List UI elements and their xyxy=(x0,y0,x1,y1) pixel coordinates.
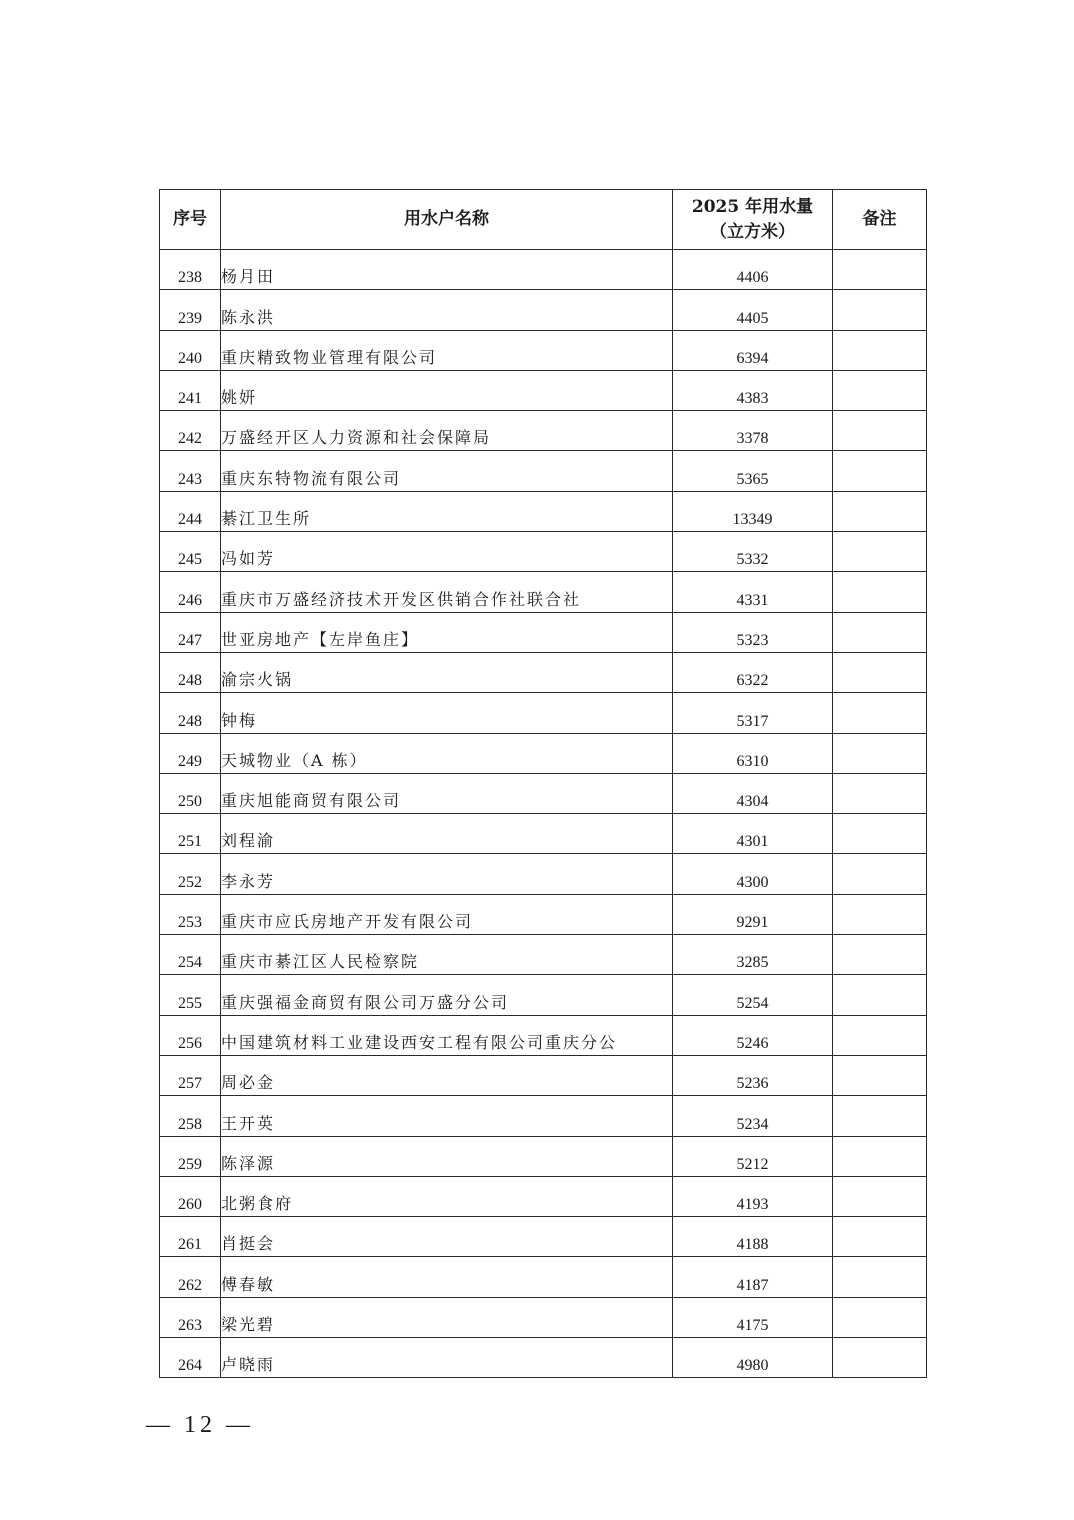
row-remarks xyxy=(833,1176,927,1216)
row-water-volume: 4980 xyxy=(673,1338,833,1378)
table-row xyxy=(160,652,927,692)
table-row xyxy=(160,733,927,773)
row-remarks xyxy=(833,693,927,733)
header-remarks: 备注 xyxy=(833,190,927,250)
row-serial-number: 242 xyxy=(160,411,221,451)
row-remarks xyxy=(833,612,927,652)
row-user-name: 重庆市綦江区人民检察院 xyxy=(221,935,673,975)
row-user-name: 陈泽源 xyxy=(221,1136,673,1176)
row-remarks xyxy=(833,1338,927,1378)
row-serial-number: 245 xyxy=(160,532,221,572)
row-remarks xyxy=(833,894,927,934)
row-user-name: 重庆旭能商贸有限公司 xyxy=(221,773,673,813)
row-remarks xyxy=(833,572,927,612)
row-remarks xyxy=(833,451,927,491)
row-user-name: 王开英 xyxy=(221,1096,673,1136)
row-serial-number: 253 xyxy=(160,894,221,934)
table-row xyxy=(160,330,927,370)
row-water-volume: 5212 xyxy=(673,1136,833,1176)
row-serial-number: 258 xyxy=(160,1096,221,1136)
table-row xyxy=(160,693,927,733)
table-header-row xyxy=(160,190,927,250)
table-row xyxy=(160,1096,927,1136)
row-user-name: 渝宗火锅 xyxy=(221,652,673,692)
table-row xyxy=(160,250,927,290)
row-serial-number: 254 xyxy=(160,935,221,975)
row-water-volume: 5317 xyxy=(673,693,833,733)
row-water-volume: 6394 xyxy=(673,330,833,370)
row-serial-number: 251 xyxy=(160,814,221,854)
row-user-name: 北粥食府 xyxy=(221,1176,673,1216)
row-remarks xyxy=(833,1055,927,1095)
header-water-volume xyxy=(673,190,833,250)
row-water-volume: 5234 xyxy=(673,1096,833,1136)
row-serial-number: 255 xyxy=(160,975,221,1015)
row-serial-number: 240 xyxy=(160,330,221,370)
row-serial-number: 250 xyxy=(160,773,221,813)
row-serial-number: 248 xyxy=(160,652,221,692)
row-user-name: 姚妍 xyxy=(221,370,673,410)
row-serial-number: 252 xyxy=(160,854,221,894)
row-user-name: 中国建筑材料工业建设西安工程有限公司重庆分公 xyxy=(221,1015,673,1055)
table-row xyxy=(160,491,927,531)
row-water-volume: 4383 xyxy=(673,370,833,410)
table-row xyxy=(160,572,927,612)
row-water-volume: 6310 xyxy=(673,733,833,773)
row-user-name: 刘程渝 xyxy=(221,814,673,854)
row-serial-number: 264 xyxy=(160,1338,221,1378)
row-user-name: 冯如芳 xyxy=(221,532,673,572)
row-user-name: 陈永洪 xyxy=(221,290,673,330)
row-remarks xyxy=(833,733,927,773)
row-remarks xyxy=(833,330,927,370)
row-water-volume: 3378 xyxy=(673,411,833,451)
row-water-volume: 13349 xyxy=(673,491,833,531)
row-user-name: 天城物业（A 栋） xyxy=(221,733,673,773)
row-water-volume: 5323 xyxy=(673,612,833,652)
page-number: — 12 — xyxy=(146,1412,254,1438)
row-remarks xyxy=(833,1257,927,1297)
row-serial-number: 244 xyxy=(160,491,221,531)
row-user-name: 重庆市应氏房地产开发有限公司 xyxy=(221,894,673,934)
row-serial-number: 247 xyxy=(160,612,221,652)
row-user-name: 重庆精致物业管理有限公司 xyxy=(221,330,673,370)
table-row xyxy=(160,1217,927,1257)
row-user-name: 梁光碧 xyxy=(221,1297,673,1337)
row-user-name: 卢晓雨 xyxy=(221,1338,673,1378)
table-row xyxy=(160,411,927,451)
table-row xyxy=(160,1257,927,1297)
row-serial-number: 257 xyxy=(160,1055,221,1095)
row-serial-number: 263 xyxy=(160,1297,221,1337)
header-serial-number: 序号 xyxy=(160,190,221,250)
row-water-volume: 4405 xyxy=(673,290,833,330)
row-water-volume: 4175 xyxy=(673,1297,833,1337)
row-remarks xyxy=(833,290,927,330)
row-water-volume: 4187 xyxy=(673,1257,833,1297)
row-remarks xyxy=(833,411,927,451)
table-row xyxy=(160,290,927,330)
row-water-volume: 5254 xyxy=(673,975,833,1015)
row-serial-number: 239 xyxy=(160,290,221,330)
row-water-volume: 5236 xyxy=(673,1055,833,1095)
table-row xyxy=(160,1297,927,1337)
row-remarks xyxy=(833,250,927,290)
row-remarks xyxy=(833,1136,927,1176)
row-user-name: 傅春敏 xyxy=(221,1257,673,1297)
row-remarks xyxy=(833,370,927,410)
row-serial-number: 260 xyxy=(160,1176,221,1216)
row-serial-number: 256 xyxy=(160,1015,221,1055)
row-user-name: 肖挺会 xyxy=(221,1217,673,1257)
row-remarks xyxy=(833,935,927,975)
table-row xyxy=(160,814,927,854)
row-serial-number: 262 xyxy=(160,1257,221,1297)
row-water-volume: 5332 xyxy=(673,532,833,572)
row-serial-number: 243 xyxy=(160,451,221,491)
table-row xyxy=(160,451,927,491)
row-user-name: 万盛经开区人力资源和社会保障局 xyxy=(221,411,673,451)
row-user-name: 綦江卫生所 xyxy=(221,491,673,531)
row-serial-number: 246 xyxy=(160,572,221,612)
table-row xyxy=(160,854,927,894)
row-water-volume: 4331 xyxy=(673,572,833,612)
row-remarks xyxy=(833,1015,927,1055)
row-remarks xyxy=(833,1217,927,1257)
row-water-volume: 5365 xyxy=(673,451,833,491)
row-remarks xyxy=(833,773,927,813)
row-serial-number: 238 xyxy=(160,250,221,290)
row-user-name: 李永芳 xyxy=(221,854,673,894)
row-water-volume: 4193 xyxy=(673,1176,833,1216)
row-remarks xyxy=(833,532,927,572)
header-user-name: 用水户名称 xyxy=(221,190,673,250)
row-user-name: 杨月田 xyxy=(221,250,673,290)
row-water-volume: 4300 xyxy=(673,854,833,894)
row-serial-number: 248 xyxy=(160,693,221,733)
row-serial-number: 249 xyxy=(160,733,221,773)
row-water-volume: 4304 xyxy=(673,773,833,813)
table-body xyxy=(160,250,927,1378)
table-row xyxy=(160,612,927,652)
row-water-volume: 4406 xyxy=(673,250,833,290)
table-row xyxy=(160,1136,927,1176)
table-row xyxy=(160,1055,927,1095)
row-water-volume: 3285 xyxy=(673,935,833,975)
row-water-volume: 6322 xyxy=(673,652,833,692)
row-water-volume: 4301 xyxy=(673,814,833,854)
water-usage-table xyxy=(159,189,927,1378)
row-user-name: 世亚房地产【左岸鱼庄】 xyxy=(221,612,673,652)
table-row xyxy=(160,894,927,934)
row-water-volume: 5246 xyxy=(673,1015,833,1055)
table-row xyxy=(160,1338,927,1378)
row-water-volume: 4188 xyxy=(673,1217,833,1257)
row-serial-number: 261 xyxy=(160,1217,221,1257)
row-user-name: 周必金 xyxy=(221,1055,673,1095)
row-remarks xyxy=(833,1297,927,1337)
table-row xyxy=(160,370,927,410)
table-row xyxy=(160,532,927,572)
table-row xyxy=(160,935,927,975)
row-serial-number: 241 xyxy=(160,370,221,410)
row-user-name: 重庆东特物流有限公司 xyxy=(221,451,673,491)
row-water-volume: 9291 xyxy=(673,894,833,934)
row-remarks xyxy=(833,814,927,854)
row-remarks xyxy=(833,975,927,1015)
table-row xyxy=(160,1015,927,1055)
row-user-name: 钟梅 xyxy=(221,693,673,733)
row-remarks xyxy=(833,652,927,692)
table-row xyxy=(160,1176,927,1216)
row-serial-number: 259 xyxy=(160,1136,221,1176)
table-row xyxy=(160,975,927,1015)
row-user-name: 重庆市万盛经济技术开发区供销合作社联合社 xyxy=(221,572,673,612)
header-water-volume-line1: 2025 年用水量 xyxy=(691,196,814,217)
row-remarks xyxy=(833,491,927,531)
row-user-name: 重庆强福金商贸有限公司万盛分公司 xyxy=(221,975,673,1015)
row-remarks xyxy=(833,854,927,894)
header-water-volume-line2: （立方米） xyxy=(710,221,795,242)
row-remarks xyxy=(833,1096,927,1136)
table-row xyxy=(160,773,927,813)
